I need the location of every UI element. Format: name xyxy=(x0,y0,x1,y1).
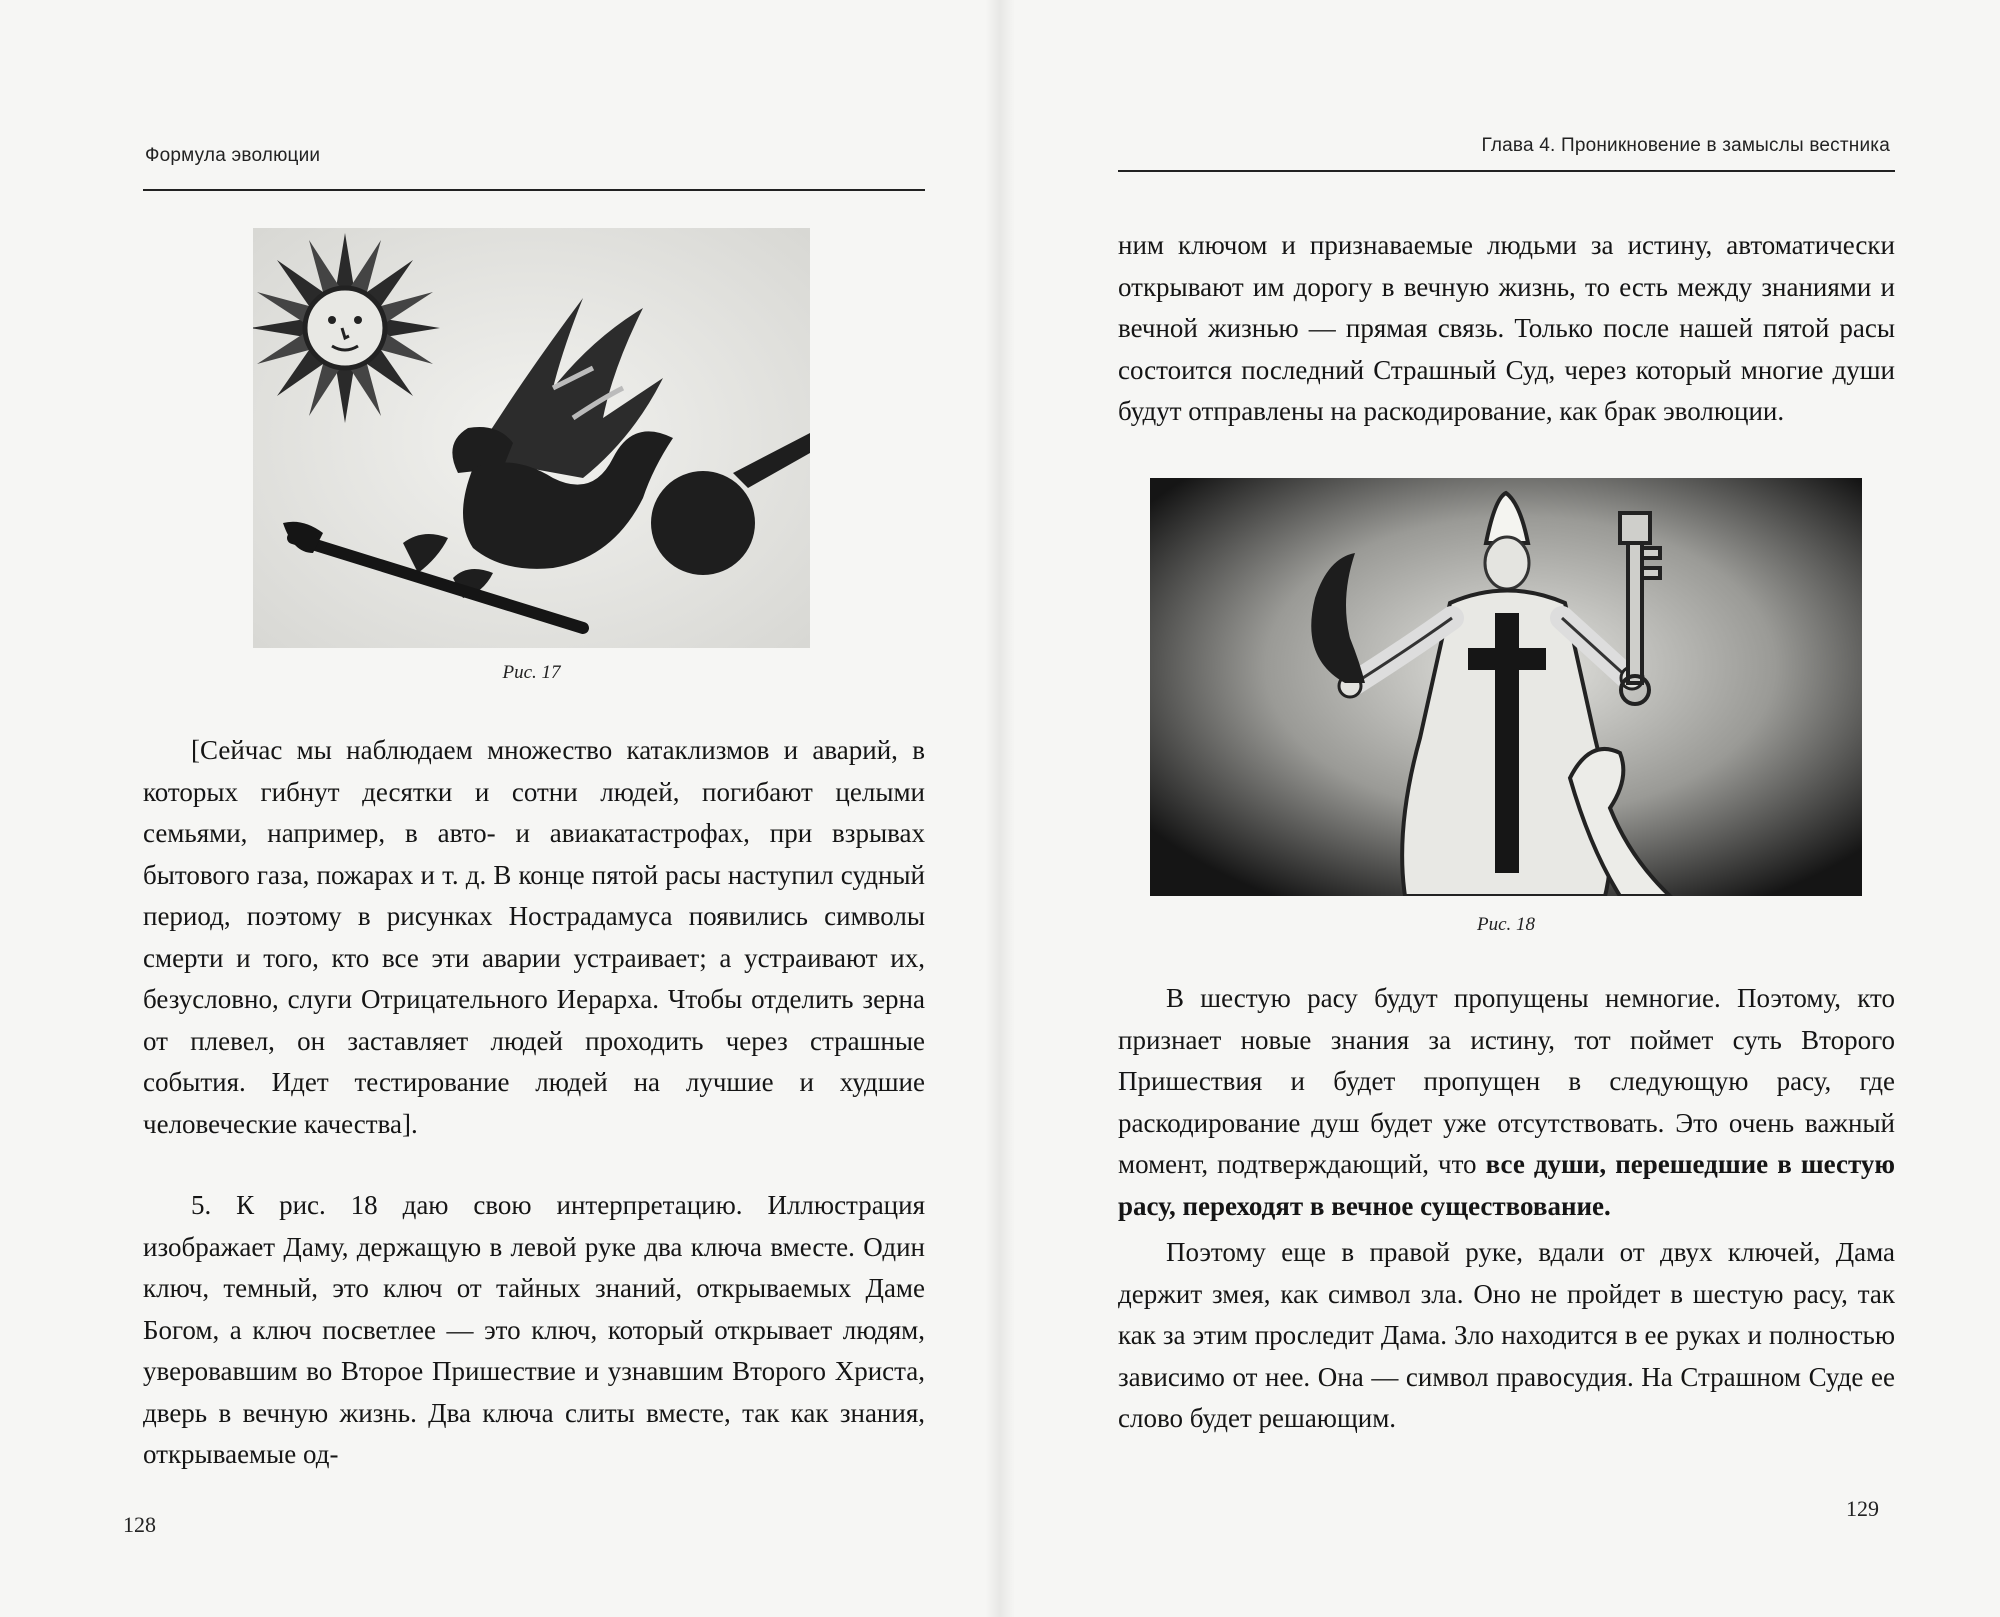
right-paragraph-0: ним ключом и признаваемые людьми за истину, автоматически открывают им дорогу в вечную жизнь, то есть между знаниями и вечной жизнью — прямая связь. Только после нашей пятой расы состоится последний Страшный Суд, через который многие души будут отправлены на раскодирование, как брак эволюции. xyxy=(1118,230,1895,426)
left-body-text xyxy=(143,730,925,1476)
right-page-number: 129 xyxy=(1846,1496,1879,1521)
right-body-text-top xyxy=(1118,225,1895,433)
right-paragraph-1 xyxy=(1118,978,1895,1227)
figure-17-sun-dragon-illustration xyxy=(253,228,810,648)
right-page xyxy=(1000,0,2000,1617)
left-running-head: Формула эволюции xyxy=(145,145,321,166)
right-paragraph-1-text: В шестую расу будут пропущены немногие. Поэтому, кто признает новые знания за истину, тот поймет суть Второго Пришествия и будет пропущен в следующую расу, где раскодирование душ будет уже отсутствовать. Это очень важный момент, подтверждающий, что xyxy=(1118,983,1895,1179)
right-paragraph-2: Поэтому еще в правой руке, вдали от двух ключей, Дама держит змея, как символ зла. Оно не пройдет в шестую расу, так как за этим проследит Дама. Зло находится в ее руках и полностью зависимо от нее. Она — символ правосудия. На Страшном Суде ее слово будет решающим. xyxy=(1118,1237,1895,1433)
left-page-number: 128 xyxy=(123,1512,156,1537)
figure-18-caption: Рис. 18 xyxy=(1476,914,1536,935)
right-header-rule xyxy=(1118,170,1895,172)
right-body-text-bottom xyxy=(1118,978,1895,1440)
left-paragraph-2: 5. К рис. 18 даю свою интерпретацию. Иллюстрация изображает Даму, держащую в левой руке два ключа вместе. Один ключ, темный, это ключ от тайных знаний, открываемых Даме Богом, а ключ посветлее — это ключ, который открывает людям, уверовавшим во Второе Пришествие и узнавшим Второго Христа, дверь в вечную жизнь. Два ключа слиты вместе, так как знания, открываемые од- xyxy=(143,1190,925,1469)
left-paragraph-1: [Сейчас мы наблюдаем множество катаклизмов и аварий, в которых гибнут десятки и сотни людей, погибают целыми семьями, например, в авто- и авиакатастрофах, при взрывах бытового газа, пожарах и т. д. В конце пятой расы наступил судный период, поэтому в рисунках Нострадамуса появились символы смерти и того, кто все эти аварии устраивает; а устраивают их, безусловно, слуги Отрицательного Иерарха. Чтобы отделить зерна от плевел, он заставляет людей проходить через страшные события. Идет тестирование людей на лучшие и худшие человеческие качества]. xyxy=(143,735,925,1139)
figure-18-lady-with-keys-illustration xyxy=(1150,478,1862,896)
right-running-head: Глава 4. Проникновение в замыслы вестника xyxy=(1481,135,1890,156)
figure-17-caption: Рис. 17 xyxy=(502,662,561,683)
right-paragraph-1-bold: все души, перешедшие в шестую расу, переходят в вечное существование. xyxy=(1118,1149,1896,1221)
left-header-rule xyxy=(143,189,925,191)
